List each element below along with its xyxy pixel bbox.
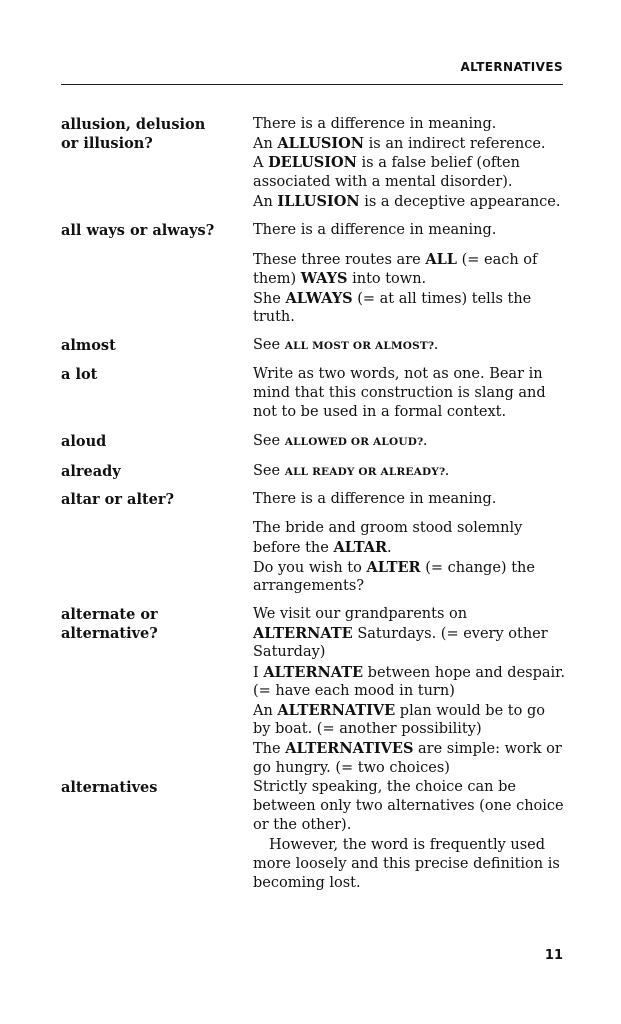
term-line: a lot [61,366,98,383]
text-run: The bride and groom stood solemnly [253,520,523,537]
text-run: associated with a mental disorder). [253,173,513,190]
entry-term [61,432,241,451]
definition-line [253,836,565,855]
entry-definition [253,221,565,327]
headword-emphasis: ALTERNATE [253,625,353,643]
entry-definition [253,490,565,596]
definition-line [253,519,565,538]
entry-definition [253,336,565,355]
text-run: An [253,702,278,719]
entry-definition [253,432,565,451]
text-run: An [253,136,278,153]
term-line: alternative? [61,625,158,643]
entry-definition [253,365,565,423]
headword-emphasis: ALTERNATE [263,663,364,681]
term-line: or illusion? [61,135,153,153]
text-run: The [253,741,286,758]
term-line: all ways or always? [61,222,215,239]
entry-term [61,365,241,384]
definition-line [253,403,565,422]
cross-reference: ALL MOST OR ALMOST?. [284,340,439,352]
entry-term [61,336,241,355]
text-run: them) [253,271,301,288]
definition-line [253,739,565,758]
entry-term [61,778,241,797]
definition-line [253,134,565,153]
text-run: into town. [347,271,427,288]
entry-term [61,462,241,481]
headword-emphasis: ILLUSION [277,192,360,210]
term-line: aloud [61,433,107,450]
definition-line [253,462,565,481]
text-run: (= each of [456,252,538,269]
text-run: are simple: work or [413,741,562,758]
definition-line [253,720,565,739]
text-run: is a false belief (often [356,155,520,172]
header-rule [61,84,563,85]
definition-line [253,490,565,509]
headword-emphasis: DELUSION [268,154,357,172]
entry-definition [253,778,565,893]
definition-line [253,577,565,596]
text-run: There is a difference in meaning. [253,222,497,238]
definition-line [253,269,565,288]
entry-term [61,115,241,153]
text-run: Saturday) [253,644,326,661]
definition-line [253,663,565,682]
headword-emphasis: ALL [425,251,457,269]
text-run: becoming lost. [253,874,361,891]
text-run: not to be used in a formal context. [253,404,507,421]
text-run: Saturdays. (= every other [352,626,548,643]
text-run: go hungry. (= two choices) [253,759,450,776]
text-run: truth. [253,308,295,325]
definition-line [253,643,565,662]
entry-term [61,221,241,240]
cross-reference: ALLOWED OR ALOUD?. [284,436,428,448]
entry-definition [253,462,565,481]
text-run: Do you wish to [253,559,367,576]
definition-line [253,605,565,624]
term-line: alternate or [61,606,158,623]
definition-line [253,308,565,327]
text-run: between only two alternatives (one choice [253,798,564,815]
definition-line [253,384,565,403]
headword-emphasis: ALLUSION [277,135,365,153]
definition-line [253,701,565,720]
definition-line [253,682,565,701]
text-run: (= at all times) tells the [352,290,532,307]
definition-line [253,855,565,874]
page-number: 11 [544,948,563,963]
text-run: is a deceptive appearance. [359,193,561,210]
text-run: . [387,540,392,557]
definition-line [253,250,565,269]
term-line: almost [61,337,116,354]
text-run: between hope and despair. [363,664,566,681]
entry-term [61,490,241,509]
definition-line [253,365,565,384]
definition-line [253,759,565,778]
headword-emphasis: WAYS [300,270,348,288]
definition-line [253,221,565,240]
headword-emphasis: ALTERNATIVES [285,740,414,758]
text-run: There is a difference in meaning. [253,116,497,132]
text-run: (= have each mood in turn) [253,682,455,699]
text-run: She [253,290,286,307]
entry-term [61,605,241,643]
text-run: These three routes are [253,252,426,269]
text-run: We visit our grandparents on [253,606,468,622]
text-run: plan would be to go [395,702,545,719]
term-line: altar or alter? [61,491,175,508]
text-run: by boat. (= another possibility) [253,721,482,738]
entry-definition [253,605,565,778]
text-run: There is a difference in meaning. [253,491,497,507]
text-run: (= change) the [420,559,535,576]
term-line: allusion, delusion [61,116,206,133]
text-run: See [253,337,285,353]
text-run: However, the word is frequently used [269,836,546,853]
text-run: before the [253,540,334,557]
definition-line [253,173,565,192]
definition-line [253,797,565,816]
text-run: Write as two words, not as one. Bear in [253,366,543,382]
headword-emphasis: ALTERNATIVE [277,701,396,719]
definition-line [253,115,565,134]
headword-emphasis: ALTAR [333,539,387,557]
definition-line [253,558,565,577]
definition-line [253,624,565,643]
definition-line [253,336,565,355]
text-run: is an indirect reference. [364,136,546,153]
paragraph-gap [253,240,565,250]
entry-definition [253,115,565,211]
definition-line [253,778,565,797]
definition-line [253,432,565,451]
headword-emphasis: ALWAYS [285,289,353,307]
text-run: An [253,193,278,210]
term-line: alternatives [61,779,158,796]
text-run: more loosely and this precise definition is [253,855,560,872]
definition-line [253,153,565,172]
cross-reference: ALL READY OR ALREADY?. [284,466,450,478]
text-run: I [253,664,264,681]
text-run: A [253,155,269,172]
definition-line [253,289,565,308]
text-run: Strictly speaking, the choice can be [253,779,516,795]
text-run: See [253,463,285,479]
definition-line [253,816,565,835]
paragraph-gap [253,509,565,519]
running-header: ALTERNATIVES [460,60,563,74]
text-run: mind that this construction is slang and [253,385,546,402]
headword-emphasis: ALTER [366,558,421,576]
definition-line [253,538,565,557]
definition-line [253,192,565,211]
text-run: or the other). [253,817,352,834]
definition-line [253,874,565,893]
text-run: arrangements? [253,577,365,594]
term-line: already [61,463,121,480]
text-run: See [253,433,285,449]
